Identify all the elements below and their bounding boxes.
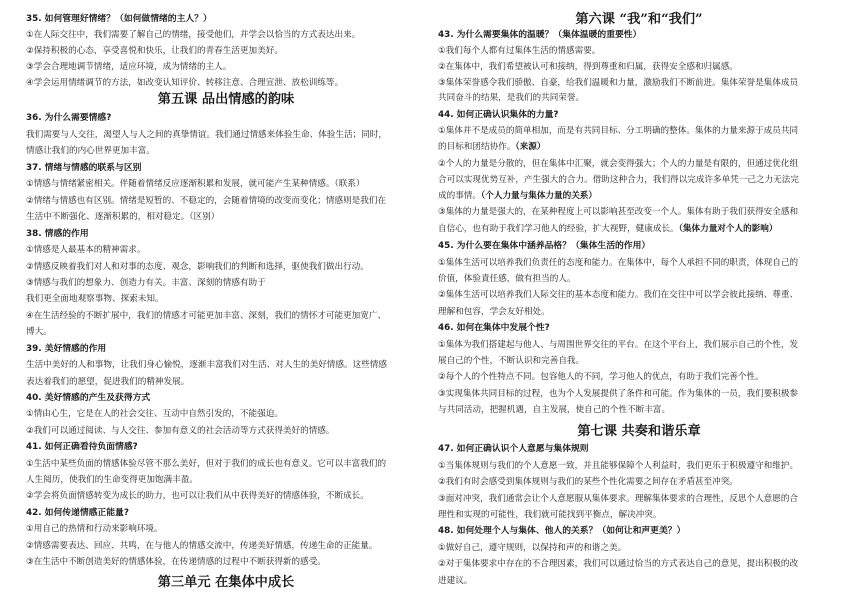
paragraph-line	[438, 191, 597, 202]
paragraph-line	[26, 245, 145, 256]
paragraph-line	[26, 311, 386, 322]
line-text: 39. 美好情感的作用	[26, 344, 107, 354]
line-text: ②每个人的个性特点不同。包容他人的不同，学习他人的优点，有助于我们完善个性。	[438, 372, 764, 382]
line-text: ①生活中某些负面的情感体验尽管不那么美好，但对于我们的成长也有意义。它可以丰富我们的	[26, 459, 387, 469]
paragraph-line	[26, 146, 155, 157]
line-text: 价值，体验責任感，做有担当的人。	[438, 274, 576, 284]
paragraph-line	[26, 46, 283, 57]
line-text: 我们更全面地观察事物、探索未知。	[26, 294, 164, 304]
line-text: 生活中美好的人和事物，让我们身心愉悦，逐渐丰富我们对生活、对人生的美好情感。这些情感	[26, 360, 387, 370]
question-heading	[26, 113, 111, 124]
line-text: 表达着我们的愿望，促进我们的精神发展。	[26, 377, 190, 387]
line-text: ②情感需要表达、回应、共鸣，在与他人的情感交流中，传递美好情感，传递生命的正能量。	[26, 541, 378, 551]
line-text: ①集体生活可以培养我们负责任的态度和能力。在集体中，每个人承担不同的职责，体现自己的	[438, 258, 799, 268]
paragraph-line	[26, 409, 283, 420]
line-text: 的目标和团结协作。	[438, 142, 516, 152]
paragraph-line	[26, 262, 369, 273]
line-text: 42. 如何传递情感正能量?	[26, 508, 129, 518]
question-heading	[438, 323, 550, 334]
line-text: 成的事情。	[438, 191, 481, 201]
line-text: 与共同活动，把握机遇，自主发展，使自己的个性不断丰富。	[438, 405, 671, 415]
paragraph-line	[438, 46, 600, 57]
question-heading	[26, 163, 141, 174]
paragraph-line	[26, 130, 387, 141]
line-text: ①用自己的热情和行动来影响环境。	[26, 524, 163, 534]
line-text: ①情感与情绪紧密相关。伴随着情绪反应逐渐积累和发展，就可能产生某种情感。（联系）	[26, 179, 365, 189]
paragraph-line	[26, 30, 360, 41]
paragraph-line	[26, 377, 189, 388]
paragraph-line	[26, 196, 386, 207]
section-heading	[26, 92, 426, 108]
line-text: ①集体为我们搭建起与他人、与周围世界交往的平台。在这个平台上，我们展示自己的个性，发	[438, 340, 799, 350]
bold-note: （集体力量对个人的影响）	[678, 224, 778, 234]
line-text: 37. 情绪与情感的联系与区别	[26, 163, 142, 173]
paragraph-line	[438, 477, 738, 488]
line-text: 38. 情感的作用	[26, 229, 89, 239]
paragraph-line	[438, 510, 661, 521]
line-text: 35. 如何管理好情绪？（如何做情绪的主人？）	[26, 14, 212, 24]
section-heading	[438, 12, 840, 28]
line-text: ①做好自己，遵守规则，以保持和声的和谐之美。	[438, 543, 627, 553]
line-text: 第七课 共奏和谐乐章	[577, 424, 701, 439]
line-text: 第六课 “我”和“我们”	[575, 12, 703, 27]
section-heading	[26, 575, 426, 591]
question-heading	[26, 229, 89, 240]
line-text: 40. 美好情感的产生及获得方式	[26, 393, 151, 403]
question-heading	[438, 444, 589, 455]
paragraph-line	[438, 224, 777, 235]
line-text: ②集体生活可以培养我们人际交往的基本态度和能力。我们在交往中可以学会彼此接纳、尊重、	[438, 290, 799, 300]
line-text: ②我们可以通过阅读、与人交往、参加有意义的社会活动等方式获得美好的情感。	[26, 426, 335, 436]
line-text: ②在集体中，我们希望被认可和接纳，得到尊重和归属，获得安全感和归属感。	[438, 62, 738, 72]
paragraph-line	[26, 426, 335, 437]
line-text: ③情感与我们的想象力、创造力有关。丰富、深刻的情感有助于	[26, 278, 266, 288]
paragraph-line	[438, 405, 670, 416]
section-heading	[438, 424, 840, 440]
bold-note: （来源）	[515, 142, 546, 152]
question-heading	[438, 241, 650, 252]
paragraph-line	[438, 494, 798, 505]
question-heading	[26, 14, 212, 25]
line-text: ③学会合理地调节情绪，适应环境，成为情绪的主人。	[26, 62, 232, 72]
paragraph-line	[438, 62, 738, 73]
line-text: ②我们有时会感受到集体规则与我们的某些个性化需要之间存在矛盾甚至冲突。	[438, 477, 738, 487]
paragraph-line	[26, 78, 343, 89]
line-text: 我们需要与人交往，渴望人与人之间的真挚情谊。我们通过情感来体验生命、体验生活；同时，	[26, 130, 387, 140]
line-text: 41. 如何正确看待负面情感?	[26, 442, 138, 452]
paragraph-line	[26, 524, 163, 535]
question-heading	[438, 30, 641, 41]
paragraph-line	[26, 360, 387, 371]
right-column	[438, 0, 840, 608]
line-text: 情感让我们的内心世界更加丰富。	[26, 146, 155, 156]
paragraph-line	[26, 557, 326, 568]
line-text: 46. 如何在集体中发展个性?	[438, 323, 550, 333]
line-text: 36. 为什么需要情感?	[26, 113, 112, 123]
line-text: 人生阅历，使我们的生命变得更加饱满丰盈。	[26, 475, 198, 485]
line-text: ②情绪与情感也有区别。情绪是短暂的、不稳定的，会随着情境的改变而变化；情感则是我们在	[26, 196, 387, 206]
paragraph-line	[438, 340, 798, 351]
line-text: ④学会运用情绪调节的方法，如改变认知评价、转移注意、合理宣泄、放松训练等。	[26, 78, 344, 88]
line-text: ③集体荣誉感令我们骄傲、自豪，给我们温暖和力量，激励我们不断前进。集体荣誉是集体成员	[438, 78, 799, 88]
paragraph-line	[438, 543, 626, 554]
paragraph-line	[26, 541, 377, 552]
line-text: 43. 为什么需要集体的温暖？（集体温暖的重要性）	[438, 30, 642, 40]
line-text: ③面对冲突，我们通常会让个人意愿服从集体要求。理解集体要求的合理性，反思个人意愿的合	[438, 494, 799, 504]
line-text: 47. 如何正确认识个人意愿与集体规则	[438, 444, 589, 454]
line-text: 第三单元 在集体中成长	[157, 575, 295, 590]
paragraph-line	[438, 389, 798, 400]
line-text: ③实现集体共同目标的过程，也为个人发展提供了条件和可能。作为集体的一员，我们要积极参	[438, 389, 799, 399]
line-text: ③集体的力量是强大的，在某种程度上可以影响甚至改变一个人。集体有助于我们获得安全感和	[438, 207, 799, 217]
paragraph-line	[438, 274, 576, 285]
line-text: ④在生活经验的不断扩展中，我们的情感才可能更加丰富、深刻，我们的情怀才可能更加宽广、	[26, 311, 387, 321]
paragraph-line	[438, 93, 584, 104]
line-text: 自信心，也有助于我们学习他人的经验，扩大视野，健康成长。	[438, 224, 679, 234]
paragraph-line	[26, 294, 164, 305]
line-text: ①在人际交往中，我们需要了解自己的情绪，接受他们，并学会以恰当的方式表达出来。	[26, 30, 361, 40]
line-text: 展自己的个性，不断认识和完善自我。	[438, 356, 585, 366]
question-heading	[438, 526, 685, 537]
paragraph-line	[438, 159, 798, 170]
line-text: 第五课 品出情感的韵味	[157, 92, 295, 107]
line-text: ②情感反映着我们对人和对事的态度、观念，影响我们的判断和选择，驱使我们做出行动。	[26, 262, 369, 272]
paragraph-line	[438, 175, 799, 186]
question-heading	[26, 508, 129, 519]
paragraph-line	[438, 372, 764, 383]
paragraph-line	[26, 459, 386, 470]
paragraph-line	[26, 475, 198, 486]
line-text: 理性和实现的可能性，我们就可能找到平衡点，解决冲突。	[438, 510, 662, 520]
line-text: 48. 如何处理个人与集体、他人的关系？（如何让和声更美？）	[438, 526, 686, 536]
line-text: 共同奋斗的结果，是我们的共同荣誉。	[438, 93, 585, 103]
paragraph-line	[438, 576, 472, 587]
question-heading	[26, 344, 106, 355]
paragraph-line	[438, 307, 550, 318]
paragraph-line	[438, 126, 798, 137]
line-text: 合可以实现优势互补，产生强大的合力。借助这种合力，我们得以完成许多单凭一己之力无法完	[438, 175, 799, 185]
paragraph-line	[438, 559, 798, 570]
paragraph-line	[26, 212, 219, 223]
line-text: ①情由心生，它是在人的社会交往、互动中自然引发的，不能强迫。	[26, 409, 283, 419]
paragraph-line	[438, 356, 584, 367]
question-heading	[26, 393, 150, 404]
line-text: 45. 为什么要在集体中涵养品格？（集体生活的作用）	[438, 241, 651, 251]
line-text: 理解和包容，学会友好相处。	[438, 307, 550, 317]
paragraph-line	[438, 290, 798, 301]
paragraph-line	[26, 327, 52, 338]
line-text: ①我们每个人都有过集体生活的情感需要。	[438, 46, 601, 56]
left-column	[26, 0, 426, 608]
line-text: 博大。	[26, 327, 52, 337]
question-heading	[26, 442, 138, 453]
line-text: ②学会将负面情感转变为成长的助力，也可以让我们从中获得美好的情感体验，不断成长。	[26, 491, 369, 501]
paragraph-line	[26, 491, 369, 502]
line-text: ②对于集体要求中存在的不合理因素，我们可以通过恰当的方式表达自己的意见，提出积极的改	[438, 559, 799, 569]
paragraph-line	[438, 258, 798, 269]
paragraph-line	[438, 142, 545, 153]
line-text: ②保持积极的心态，享受喜悦和快乐，让我们的青春生活更加美好。	[26, 46, 283, 56]
paragraph-line	[438, 461, 798, 472]
paragraph-line	[438, 207, 798, 218]
line-text: 44. 如何正确认识集体的力量?	[438, 110, 559, 120]
question-heading	[438, 110, 559, 121]
paragraph-line	[26, 278, 266, 289]
line-text: ①情感是人最基本的精神需求。	[26, 245, 146, 255]
line-text: ②个人的力量是分散的，但在集体中汇聚，就会变得强大；个人的力量是有限的，但通过优化组	[438, 159, 799, 169]
paragraph-line	[26, 62, 231, 73]
paragraph-line	[26, 179, 365, 190]
line-text: ①当集体规则与我们的个人意愿一致，并且能够保障个人利益时，我们更乐于积极遵守和维护。	[438, 461, 799, 471]
line-text: 生活中不断强化、逐渐积累的，相对稳定。（区别）	[26, 212, 220, 222]
line-text: ①集体并不是成员的简单相加，而是有共同目标、分工明确的整体。集体的力量来源于成员共同	[438, 126, 799, 136]
line-text: ③在生活中不断创造美好的情感体验，在传递情感的过程中不断获得新的感受。	[26, 557, 326, 567]
line-text: 进建议。	[438, 576, 473, 586]
paragraph-line	[438, 78, 798, 89]
bold-note: （个人力量与集体力量的关系）	[480, 191, 597, 201]
